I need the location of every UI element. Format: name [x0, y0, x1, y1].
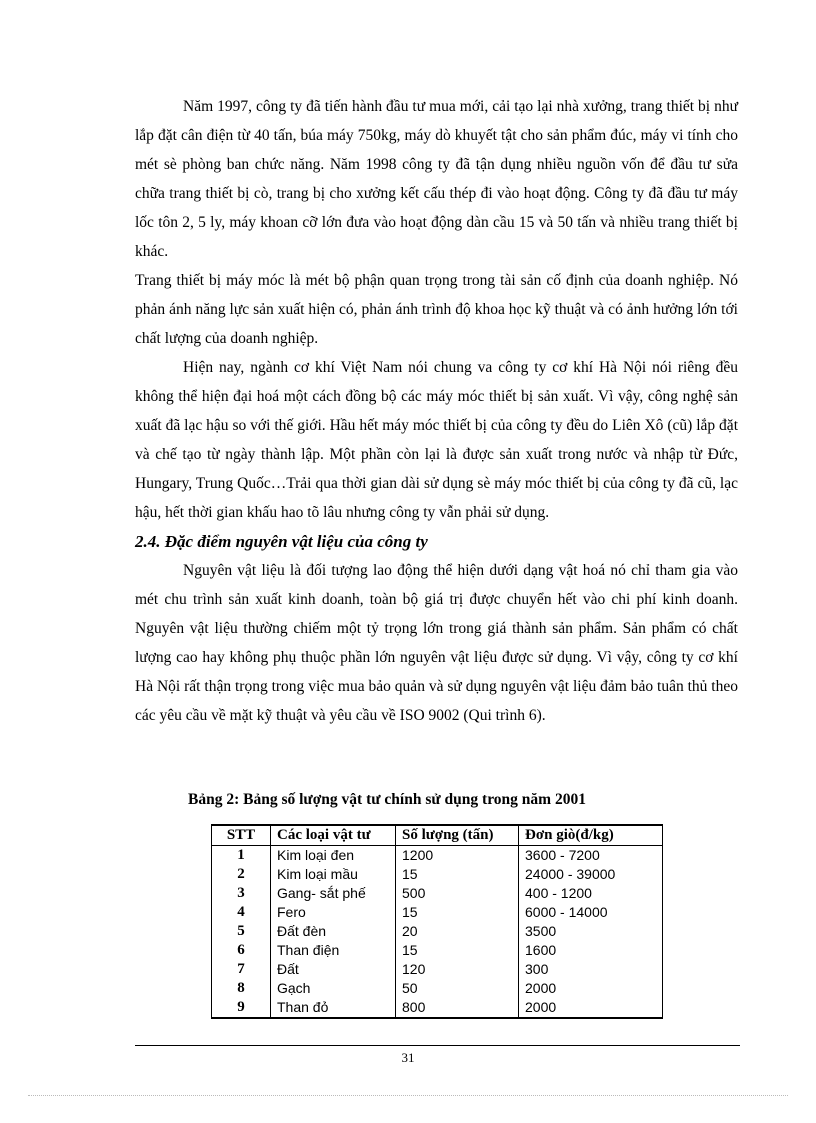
materials-table [211, 824, 663, 1019]
cell-material: Than điện [271, 941, 396, 960]
table-row [212, 998, 663, 1018]
cell-stt: 6 [212, 941, 271, 960]
cell-quantity: 1200 [396, 846, 519, 866]
cell-stt: 4 [212, 903, 271, 922]
cell-material: Gang- sắt phế [271, 884, 396, 903]
table-row [212, 884, 663, 903]
cell-stt: 7 [212, 960, 271, 979]
table-caption: Bảng 2: Bảng số lượng vật tư chính sử dụng trong năm 2001 [188, 791, 586, 808]
paragraph-1: Năm 1997, công ty đã tiến hành đầu tư mua mới, cải tạo lại nhà xưởng, trang thiết bị như lắp đặt cân điện từ 40 tấn, búa máy 750kg, máy dò khuyết tật cho sản phẩm đúc, máy vi tính cho mét sè phòng ban chức năng. Năm 1998 công ty đã tận dụng nhiều nguồn vốn để đầu tư sửa chữa trang thiết bị cò, trang bị cho xưởng kết cấu thép đi vào hoạt động. Công ty đã đầu tư máy lốc tôn 2, 5 ly, máy khoan cỡ lớn đưa vào hoạt động dàn cầu 15 và 50 tấn và nhiều trang thiết bị khác. [135, 98, 738, 260]
cell-price: 3500 [519, 922, 663, 941]
footer-divider [135, 1045, 740, 1046]
cell-quantity: 20 [396, 922, 519, 941]
cell-price: 3600 - 7200 [519, 846, 663, 866]
page-bottom-border [28, 1095, 788, 1096]
cell-stt: 5 [212, 922, 271, 941]
cell-material: Than đỏ [271, 998, 396, 1018]
cell-stt: 2 [212, 865, 271, 884]
cell-quantity: 800 [396, 998, 519, 1018]
cell-quantity: 15 [396, 903, 519, 922]
page-number: 31 [401, 1050, 415, 1065]
cell-stt: 9 [212, 998, 271, 1018]
header-stt: STT [212, 825, 271, 846]
header-price: Đơn giò(đ/kg) [519, 825, 663, 846]
cell-stt: 1 [212, 846, 271, 866]
table-row [212, 903, 663, 922]
paragraph-3: Hiện nay, ngành cơ khí Việt Nam nói chung va công ty cơ khí Hà Nội nói riêng đều không thể hiện đại hoá một cách đồng bộ các máy móc thiết bị sản xuất. Vì vậy, công nghệ sản xuất đã lạc hậu so với thế giới. Hầu hết máy móc thiết bị của công ty đều do Liên Xô (cũ) lắp đặt và chế tạo từ ngày thành lập. Một phần còn lại là được sản xuất trong nước và nhập từ Đức, Hungary, Trung Quốc…Trải qua thời gian dài sử dụng sè máy móc thiết bị của công ty đã cũ, lạc hậu, hết thời gian khấu hao tõ lâu nhưng công ty vẫn phải sử dụng. [135, 359, 738, 521]
section-heading: 2.4. Đặc điểm nguyên vật liệu của công ty [135, 532, 428, 551]
cell-price: 2000 [519, 998, 663, 1018]
cell-price: 300 [519, 960, 663, 979]
table-row [212, 941, 663, 960]
cell-material: Gạch [271, 979, 396, 998]
cell-material: Đất [271, 960, 396, 979]
header-quantity: Số lượng (tấn) [396, 825, 519, 846]
paragraph-4: Nguyên vật liệu là đối tượng lao động thể hiện dưới dạng vật hoá nó chỉ tham gia vào mét chu trình sản xuất kinh doanh, toàn bộ giá trị được chuyển hết vào chi phí kinh doanh. Nguyên vật liệu thường chiếm một tỷ trọng lớn trong giá thành sản phẩm. Sản phẩm có chất lượng cao hay không phụ thuộc phần lớn nguyên vật liệu được sử dụng. Vì vậy, công ty cơ khí Hà Nội rất thận trọng trong việc mua bảo quản và sử dụng nguyên vật liệu đảm bảo tuân thủ theo các yêu cầu về mặt kỹ thuật và yêu cầu về ISO 9002 (Qui trình 6). [135, 562, 738, 724]
cell-price: 2000 [519, 979, 663, 998]
cell-quantity: 500 [396, 884, 519, 903]
cell-price: 400 - 1200 [519, 884, 663, 903]
table-row [212, 979, 663, 998]
table-row [212, 922, 663, 941]
cell-quantity: 15 [396, 865, 519, 884]
table-row [212, 846, 663, 866]
table-row [212, 865, 663, 884]
table-header-row [212, 825, 663, 846]
header-material: Các loại vật tư [271, 825, 396, 846]
cell-material: Đất đèn [271, 922, 396, 941]
cell-material: Kim loại đen [271, 846, 396, 866]
cell-price: 1600 [519, 941, 663, 960]
cell-price: 6000 - 14000 [519, 903, 663, 922]
cell-quantity: 15 [396, 941, 519, 960]
cell-material: Fero [271, 903, 396, 922]
cell-stt: 8 [212, 979, 271, 998]
cell-material: Kim loại mầu [271, 865, 396, 884]
body-text [135, 92, 738, 730]
cell-stt: 3 [212, 884, 271, 903]
cell-quantity: 120 [396, 960, 519, 979]
table-row [212, 960, 663, 979]
paragraph-2: Trang thiết bị máy móc là mét bộ phận quan trọng trong tài sản cố định của doanh nghiệp. Nó phản ánh năng lực sản xuất hiện có, phản ánh trình độ khoa học kỹ thuật và có ảnh hưởng lớn tới chất lượng của doanh nghiệp. [135, 272, 738, 347]
cell-quantity: 50 [396, 979, 519, 998]
cell-price: 24000 - 39000 [519, 865, 663, 884]
